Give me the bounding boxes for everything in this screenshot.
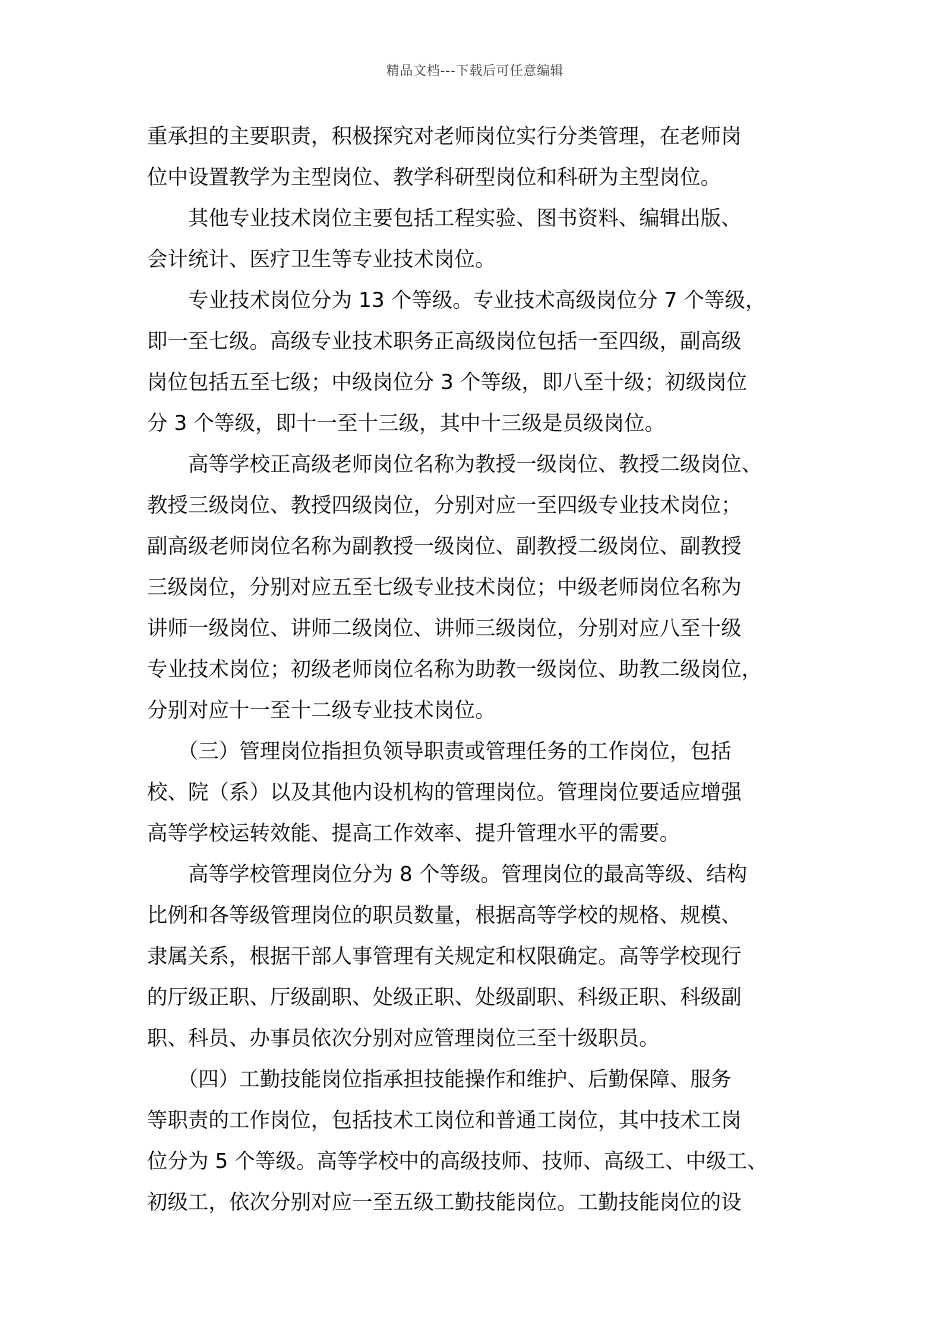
text-line: 的厅级正职、厅级副职、处级正职、处级副职、科级正职、科级副 xyxy=(147,985,742,1009)
text-line: 岗位包括五至七级；中级岗位分 3 个等级，即八至十级；初级岗位 xyxy=(147,370,748,394)
text-line: 其他专业技术岗位主要包括工程实验、图书资料、编辑出版、 xyxy=(147,206,742,230)
text-line: 专业技术岗位分为 13 个等级。专业技术高级岗位分 7 个等级， xyxy=(147,288,766,312)
text-line: 高等学校运转效能、提高工作效率、提升管理水平的需要。 xyxy=(147,821,680,845)
text-line: 隶属关系，根据干部人事管理有关规定和权限确定。高等学校现行 xyxy=(147,944,742,968)
text-line: 职、科员、办事员依次分别对应管理岗位三至十级职员。 xyxy=(147,1026,660,1050)
text-line: 即一至七级。高级专业技术职务正高级岗位包括一至四级，副高级 xyxy=(147,329,742,353)
text-line: 会计统计、医疗卫生等专业技术岗位。 xyxy=(147,247,496,271)
text-line: 比例和各等级管理岗位的职员数量，根据高等学校的规格、规模、 xyxy=(147,903,742,927)
text-line: 三级岗位，分别对应五至七级专业技术岗位；中级老师岗位名称为 xyxy=(147,575,742,599)
document-body xyxy=(147,116,807,1223)
text-line: 高等学校管理岗位分为 8 个等级。管理岗位的最高等级、结构 xyxy=(147,862,748,886)
text-line: 重承担的主要职责，积极探究对老师岗位实行分类管理，在老师岗 xyxy=(147,124,742,148)
text-line: 分别对应十一至十二级专业技术岗位。 xyxy=(147,698,496,722)
text-line: 副高级老师岗位名称为副教授一级岗位、副教授二级岗位、副教授 xyxy=(147,534,742,558)
text-line: 位分为 5 个等级。高等学校中的高级技师、技师、高级工、中级工、 xyxy=(147,1149,768,1173)
text-line: 初级工，依次分别对应一至五级工勤技能岗位。工勤技能岗位的设 xyxy=(147,1190,742,1214)
text-line: 校、院（系）以及其他内设机构的管理岗位。管理岗位要适应增强 xyxy=(147,780,742,804)
text-line: 分 3 个等级，即十一至十三级，其中十三级是员级岗位。 xyxy=(147,411,666,435)
text-line: （四）工勤技能岗位指承担技能操作和维护、后勤保障、服务 xyxy=(147,1067,732,1091)
text-line: 讲师一级岗位、讲师二级岗位、讲师三级岗位，分别对应八至十级 xyxy=(147,616,742,640)
text-line: 教授三级岗位、教授四级岗位，分别对应一至四级专业技术岗位； xyxy=(147,493,742,517)
text-line: （三）管理岗位指担负领导职责或管理任务的工作岗位，包括 xyxy=(147,739,732,763)
text-line: 高等学校正高级老师岗位名称为教授一级岗位、教授二级岗位、 xyxy=(147,452,762,476)
text-line: 专业技术岗位；初级老师岗位名称为助教一级岗位、助教二级岗位， xyxy=(147,657,762,681)
text-line: 等职责的工作岗位，包括技术工岗位和普通工岗位，其中技术工岗 xyxy=(147,1108,742,1132)
text-line: 位中设置教学为主型岗位、教学科研型岗位和科研为主型岗位。 xyxy=(147,165,721,189)
page-header: 精品文档---下载后可任意编辑 xyxy=(386,64,564,79)
